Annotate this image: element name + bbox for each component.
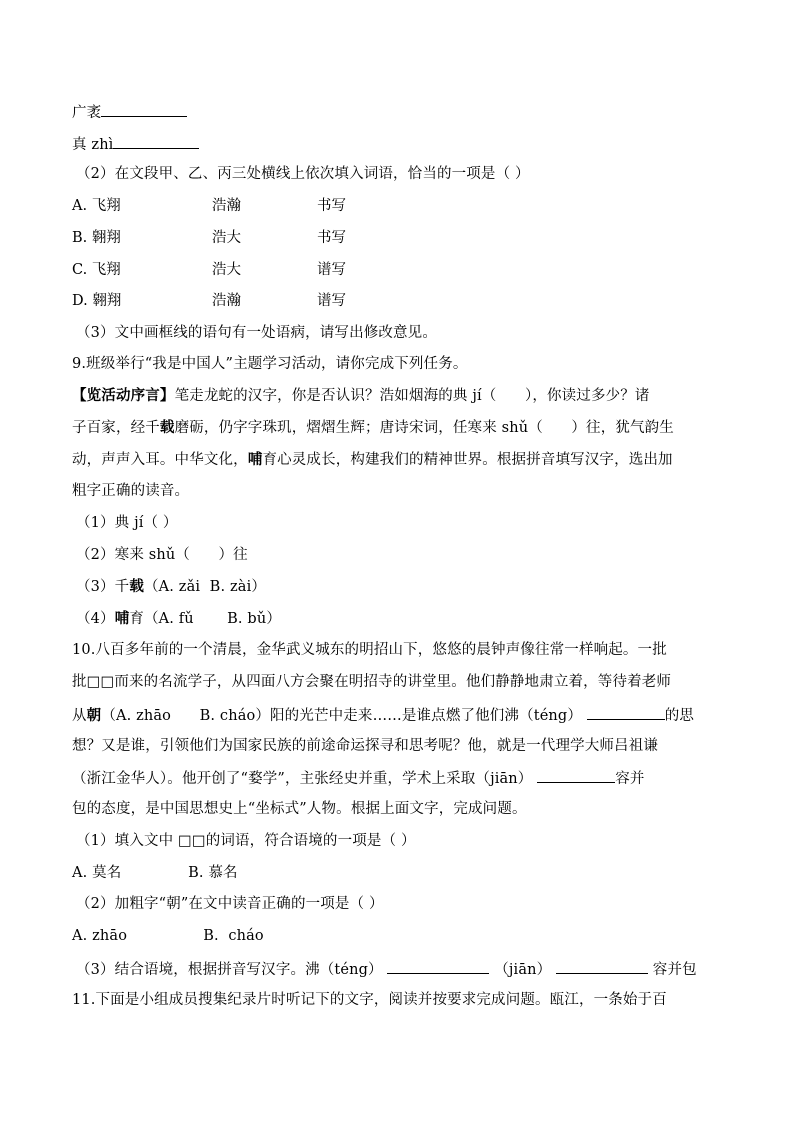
option-d-1: D. 翱翔 <box>72 293 122 309</box>
q10-sub-1: （1）填入文中 □□的词语，符合语境的一项是（ ） <box>76 833 416 849</box>
q9-sub-4: （4）哺育（A. fǔ B. bǔ） <box>76 610 281 627</box>
option-d-2: 浩瀚 <box>212 293 241 309</box>
q9-sub-1: （1）典 jí（ ） <box>76 515 178 531</box>
q9-paragraph-line-3: 动，声声入耳。中华文化，哺育心灵成长，构建我们的精神世界。根据拼音填写汉字，选出加 <box>72 451 673 468</box>
q9-paragraph-line-1: 【览活动序言】笔走龙蛇的汉字，你是否认识？浩如烟海的典 jí（ ），你读过多少？诸 <box>72 387 650 404</box>
q10-sub-2-options: A. zhāo B. cháo <box>72 928 264 944</box>
section-heading: 【览活动序言】 <box>72 387 175 404</box>
answer-blank <box>537 767 615 783</box>
answer-blank <box>587 704 665 720</box>
answer-blank <box>387 958 489 974</box>
q10-sub-3: （3）结合语境，根据拼音写汉字。沸（téng） （jiān） 容并包 <box>76 958 726 980</box>
question-3: （3）文中画框线的语句有一处语病，请写出修改意见。 <box>76 325 437 341</box>
answer-blank <box>101 101 187 117</box>
answer-blank <box>113 133 199 149</box>
option-a-1: A. 飞翔 <box>72 198 121 214</box>
option-c-1: C. 飞翔 <box>72 262 121 278</box>
option-a-3: 书写 <box>317 198 346 214</box>
q9-sub-3: （3）千载（A. zǎi B. zài） <box>76 578 267 595</box>
option-c-2: 浩大 <box>212 262 241 278</box>
option-b-1: B. 翱翔 <box>72 230 121 246</box>
q10-sub-1-options: A. 莫名 B. 慕名 <box>72 865 238 881</box>
line-zhenzhi: 真 zhì <box>72 133 722 155</box>
line-guangmao: 广袤 <box>72 101 722 123</box>
q10-line-4: 想？又是谁，引领他们为国家民族的前途命运探寻和思考呢？他，就是一代理学大师吕祖谦 <box>72 738 658 754</box>
q9-sub-2: （2）寒来 shǔ（ ）往 <box>76 547 248 563</box>
answer-blank <box>556 958 648 974</box>
option-c-3: 谱写 <box>317 262 346 278</box>
q10-line-6: 包的态度，是中国思想史上“坐标式”人物。根据上面文字，完成问题。 <box>72 801 527 817</box>
q10-line-1: 10.八百多年前的一个清晨，金华武义城东的明招山下，悠悠的晨钟声像往常一样响起。一批 <box>72 642 667 658</box>
q9-paragraph-line-4: 粗字正确的读音。 <box>72 483 190 499</box>
question-2: （2）在文段甲、乙、丙三处横线上依次填入词语，恰当的一项是（ ） <box>76 166 530 182</box>
q10-line-2: 批□□而来的名流学子，从四面八方会聚在明招寺的讲堂里。他们静静地肃立着，等待着老师 <box>72 674 672 690</box>
option-b-3: 书写 <box>317 230 346 246</box>
q10-line-5: （浙江金华人）。他开创了“婺学”，主张经史并重，学术上采取（jiān） 容并 <box>72 767 722 789</box>
question-9-title: 9.班级举行“我是中国人”主题学习活动，请你完成下列任务。 <box>72 356 468 372</box>
option-d-3: 谱写 <box>317 293 346 309</box>
q10-line-3: 从朝（A. zhāo B. cháo）阳的光芒中走来……是谁点燃了他们沸（téng） 的思 <box>72 704 722 726</box>
q10-sub-2: （2）加粗字“朝”在文中读音正确的一项是（ ） <box>76 896 384 912</box>
q9-paragraph-line-2: 子百家，经千载磨砺，仍字字珠玑，熠熠生辉；唐诗宋词，任寒来 shǔ（ ）往，犹气韵生 <box>72 419 674 436</box>
option-b-2: 浩大 <box>212 230 241 246</box>
question-11: 11.下面是小组成员搜集纪录片时听记下的文字，阅读并按要求完成问题。瓯江，一条始于百 <box>72 992 667 1008</box>
option-a-2: 浩瀚 <box>212 198 241 214</box>
